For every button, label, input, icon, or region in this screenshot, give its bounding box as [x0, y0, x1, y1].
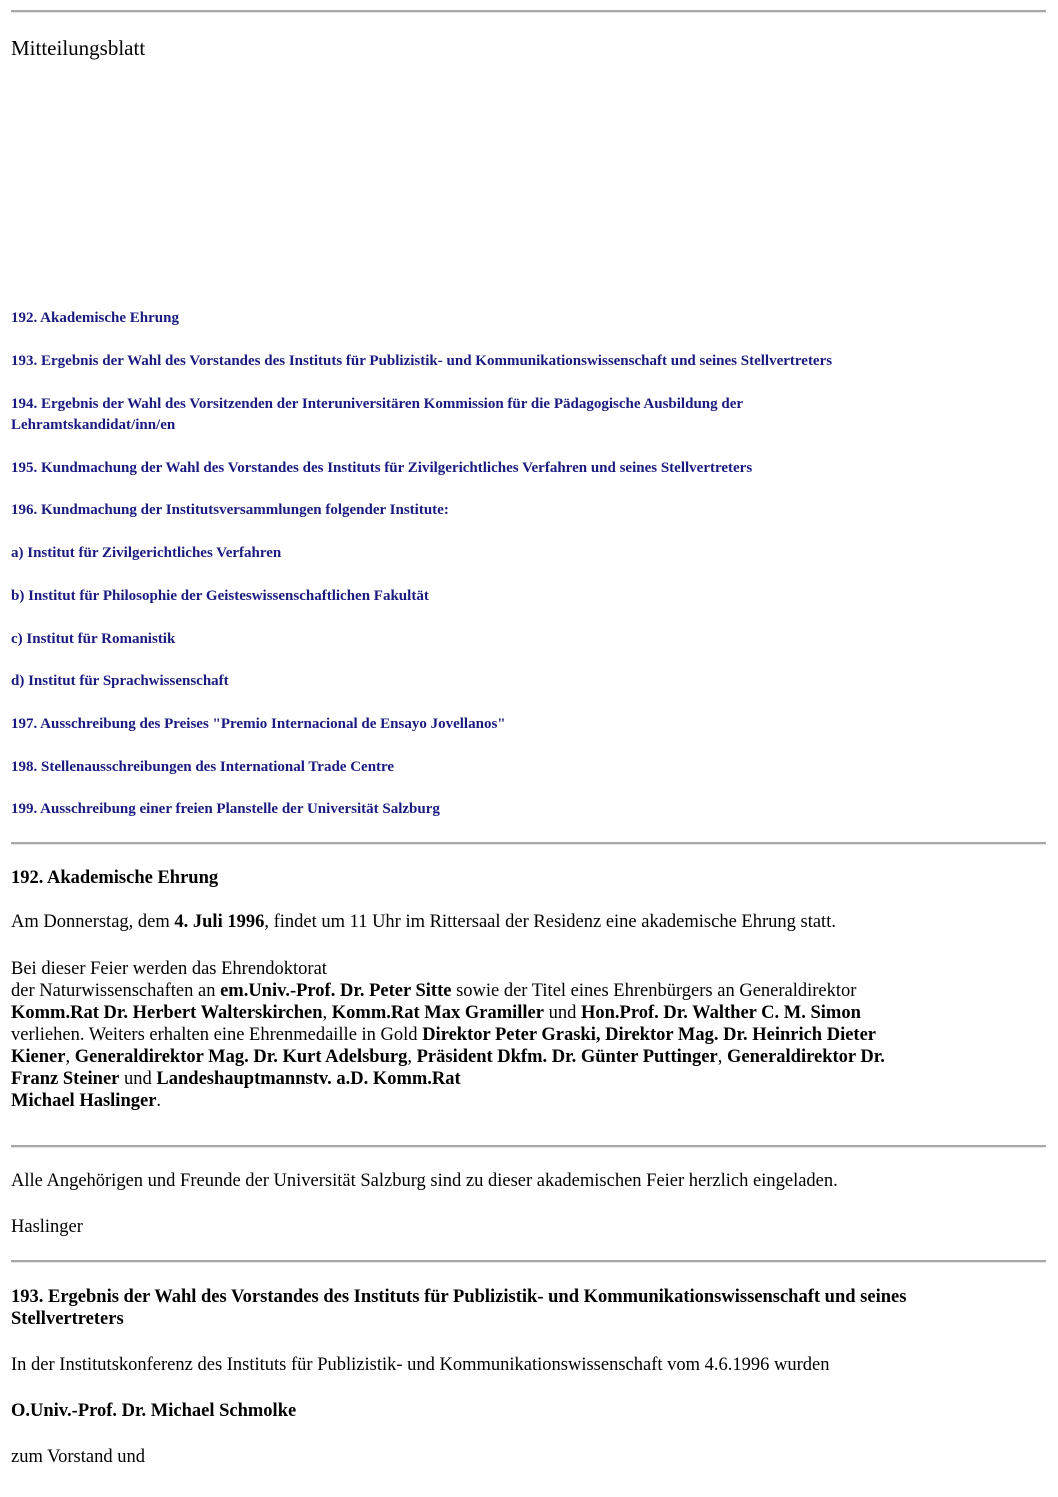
honoree-name: em.Univ.-Prof. Dr. Peter Sitte	[220, 981, 452, 1001]
text: ,	[322, 1003, 332, 1023]
toc-link-196d[interactable]: d) Institut für Sprachwissenschaft	[11, 673, 229, 689]
toc-link-196b[interactable]: b) Institut für Philosophie der Geisteswissenschaftlichen Fakultät	[11, 588, 429, 604]
toc-link-193[interactable]: 193. Ergebnis der Wahl des Vorstandes des Instituts für Publizistik- und Kommunikationswissenschaft und seines Stellvertreters	[11, 353, 833, 369]
elected-chair-name: O.Univ.-Prof. Dr. Michael Schmolke	[11, 1401, 297, 1421]
honoree-name: Komm.Rat Max Gramiller	[331, 1003, 544, 1023]
honoree-name: Michael Haslinger	[11, 1091, 157, 1111]
toc-link-196c[interactable]: c) Institut für Romanistik	[11, 631, 176, 647]
text: .	[156, 1091, 162, 1111]
toc-link-196a[interactable]: a) Institut für Zivilgerichtliches Verfahren	[11, 545, 282, 561]
section-192-paragraph-2	[11, 958, 1051, 1112]
honoree-name: Hon.Prof. Dr. Walther C. M. Simon	[580, 1003, 861, 1023]
section-193-heading	[11, 1286, 1051, 1330]
heading-line-1: 193. Ergebnis der Wahl des Vorstandes des Instituts für Publizistik- und Kommunikationswissenschaft und seines	[11, 1287, 907, 1307]
section-192-heading: 192. Akademische Ehrung	[11, 868, 219, 888]
toc-link-196[interactable]: 196. Kundmachung der Institutsversammlungen folgender Institute:	[11, 502, 449, 518]
honoree-name: Landeshauptmannstv. a.D. Komm.Rat	[156, 1069, 461, 1089]
honoree-name: Kiener	[11, 1047, 66, 1067]
toc-link-199[interactable]: 199. Ausschreibung einer freien Planstelle der Universität Salzburg	[11, 801, 440, 817]
section-193-paragraph-1: In der Institutskonferenz des Instituts für Publizistik- und Kommunikationswissenschaft vom 4.6.1996 wurden	[11, 1355, 830, 1375]
honoree-name: Generaldirektor Dr.	[726, 1047, 885, 1067]
toc-link-198[interactable]: 198. Stellenausschreibungen des International Trade Centre	[11, 759, 395, 775]
toc-link-194-line2: Lehramtskandidat/inn/en	[11, 417, 176, 433]
section-192-paragraph-3: Alle Angehörigen und Freunde der Universität Salzburg sind zu dieser akademischen Feier herzlich eingeladen.	[11, 1171, 838, 1191]
text: und	[543, 1003, 581, 1023]
section-192-paragraph-1	[11, 911, 1051, 933]
horizontal-rule-top	[11, 10, 1046, 13]
honoree-name: Komm.Rat Dr. Herbert Walterskirchen	[11, 1003, 323, 1023]
event-date: 4. Juli 1996	[174, 912, 265, 932]
toc-link-194-line1: 194. Ergebnis der Wahl des Vorsitzenden der Interuniversitären Kommission für die Pädagogische Ausbildung der	[11, 396, 744, 412]
honoree-name: Direktor Peter Graski, Direktor Mag. Dr. Heinrich Dieter	[422, 1025, 877, 1045]
horizontal-rule-1	[11, 842, 1046, 845]
text: , findet um 11 Uhr im Rittersaal der Residenz eine akademische Ehrung statt.	[264, 912, 836, 932]
text: ,	[717, 1047, 727, 1067]
section-192-signature: Haslinger	[11, 1217, 83, 1237]
section-193-paragraph-2: zum Vorstand und	[11, 1447, 145, 1467]
honoree-name: Franz Steiner	[11, 1069, 120, 1089]
text: der Naturwissenschaften an	[11, 981, 221, 1001]
honoree-name: Generaldirektor Mag. Dr. Kurt Adelsburg	[74, 1047, 408, 1067]
horizontal-rule-2	[11, 1145, 1046, 1148]
text: Bei dieser Feier werden das Ehrendoktorat	[11, 959, 327, 979]
page-title: Mitteilungsblatt	[11, 36, 146, 60]
text: ,	[65, 1047, 75, 1067]
toc-link-197[interactable]: 197. Ausschreibung des Preises "Premio Internacional de Ensayo Jovellanos"	[11, 716, 506, 732]
text: verliehen. Weiters erhalten eine Ehrenmedaille in Gold	[11, 1025, 423, 1045]
toc-link-194[interactable]	[11, 394, 1011, 436]
toc-link-195[interactable]: 195. Kundmachung der Wahl des Vorstandes des Instituts für Zivilgerichtliches Verfahren und seines Stellvertreters	[11, 460, 753, 476]
horizontal-rule-3	[11, 1260, 1046, 1263]
honoree-name: Präsident Dkfm. Dr. Günter Puttinger	[416, 1047, 718, 1067]
text: sowie der Titel eines Ehrenbürgers an Generaldirektor	[451, 981, 857, 1001]
heading-line-2: Stellvertreters	[11, 1309, 124, 1329]
toc-link-192[interactable]: 192. Akademische Ehrung	[11, 310, 179, 326]
text: Am Donnerstag, dem	[11, 912, 175, 932]
text: ,	[407, 1047, 417, 1067]
text: und	[119, 1069, 157, 1089]
